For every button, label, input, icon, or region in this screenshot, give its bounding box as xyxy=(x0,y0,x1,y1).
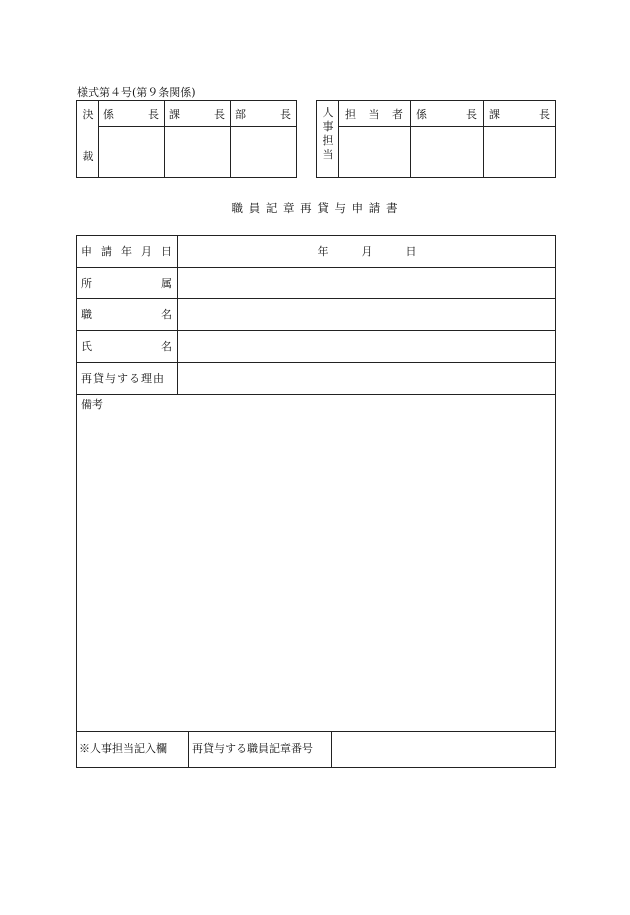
row-label-position: 職 名 xyxy=(81,308,172,321)
row-label-affiliation: 所 属 xyxy=(81,277,172,290)
approval-col-bucho: 部 長 xyxy=(235,108,291,121)
form-title: 職 員 記 章 再 貸 与 申 請 書 xyxy=(231,201,399,215)
approval-col-kacho: 課 長 xyxy=(169,108,225,121)
hr-entry-label: ※人事担当記入欄 xyxy=(79,742,167,755)
approval-col-kakaricho-2: 係 長 xyxy=(416,108,477,121)
approval-col-tantosha: 担 当 者 xyxy=(345,108,403,121)
approval-right-header: 人 事 担 当 xyxy=(322,106,334,161)
approval-col-kacho-2: 課 長 xyxy=(489,108,550,121)
row-label-application-date: 申 請 年 月 日 xyxy=(81,245,172,258)
remarks-label: 備考 xyxy=(81,398,103,411)
approval-left-header: 決 裁 xyxy=(82,108,94,163)
row-label-name: 氏 名 xyxy=(81,340,172,353)
remarks-field[interactable] xyxy=(78,412,554,728)
approval-col-kakaricho: 係 長 xyxy=(103,108,159,121)
application-date-field[interactable]: 年 月 日 xyxy=(317,245,417,258)
badge-number-label: 再貸与する職員記章番号 xyxy=(192,742,313,755)
row-label-reason: 再貸与する理由 xyxy=(81,372,165,385)
form-number: 様式第４号(第９条関係) xyxy=(77,86,196,99)
